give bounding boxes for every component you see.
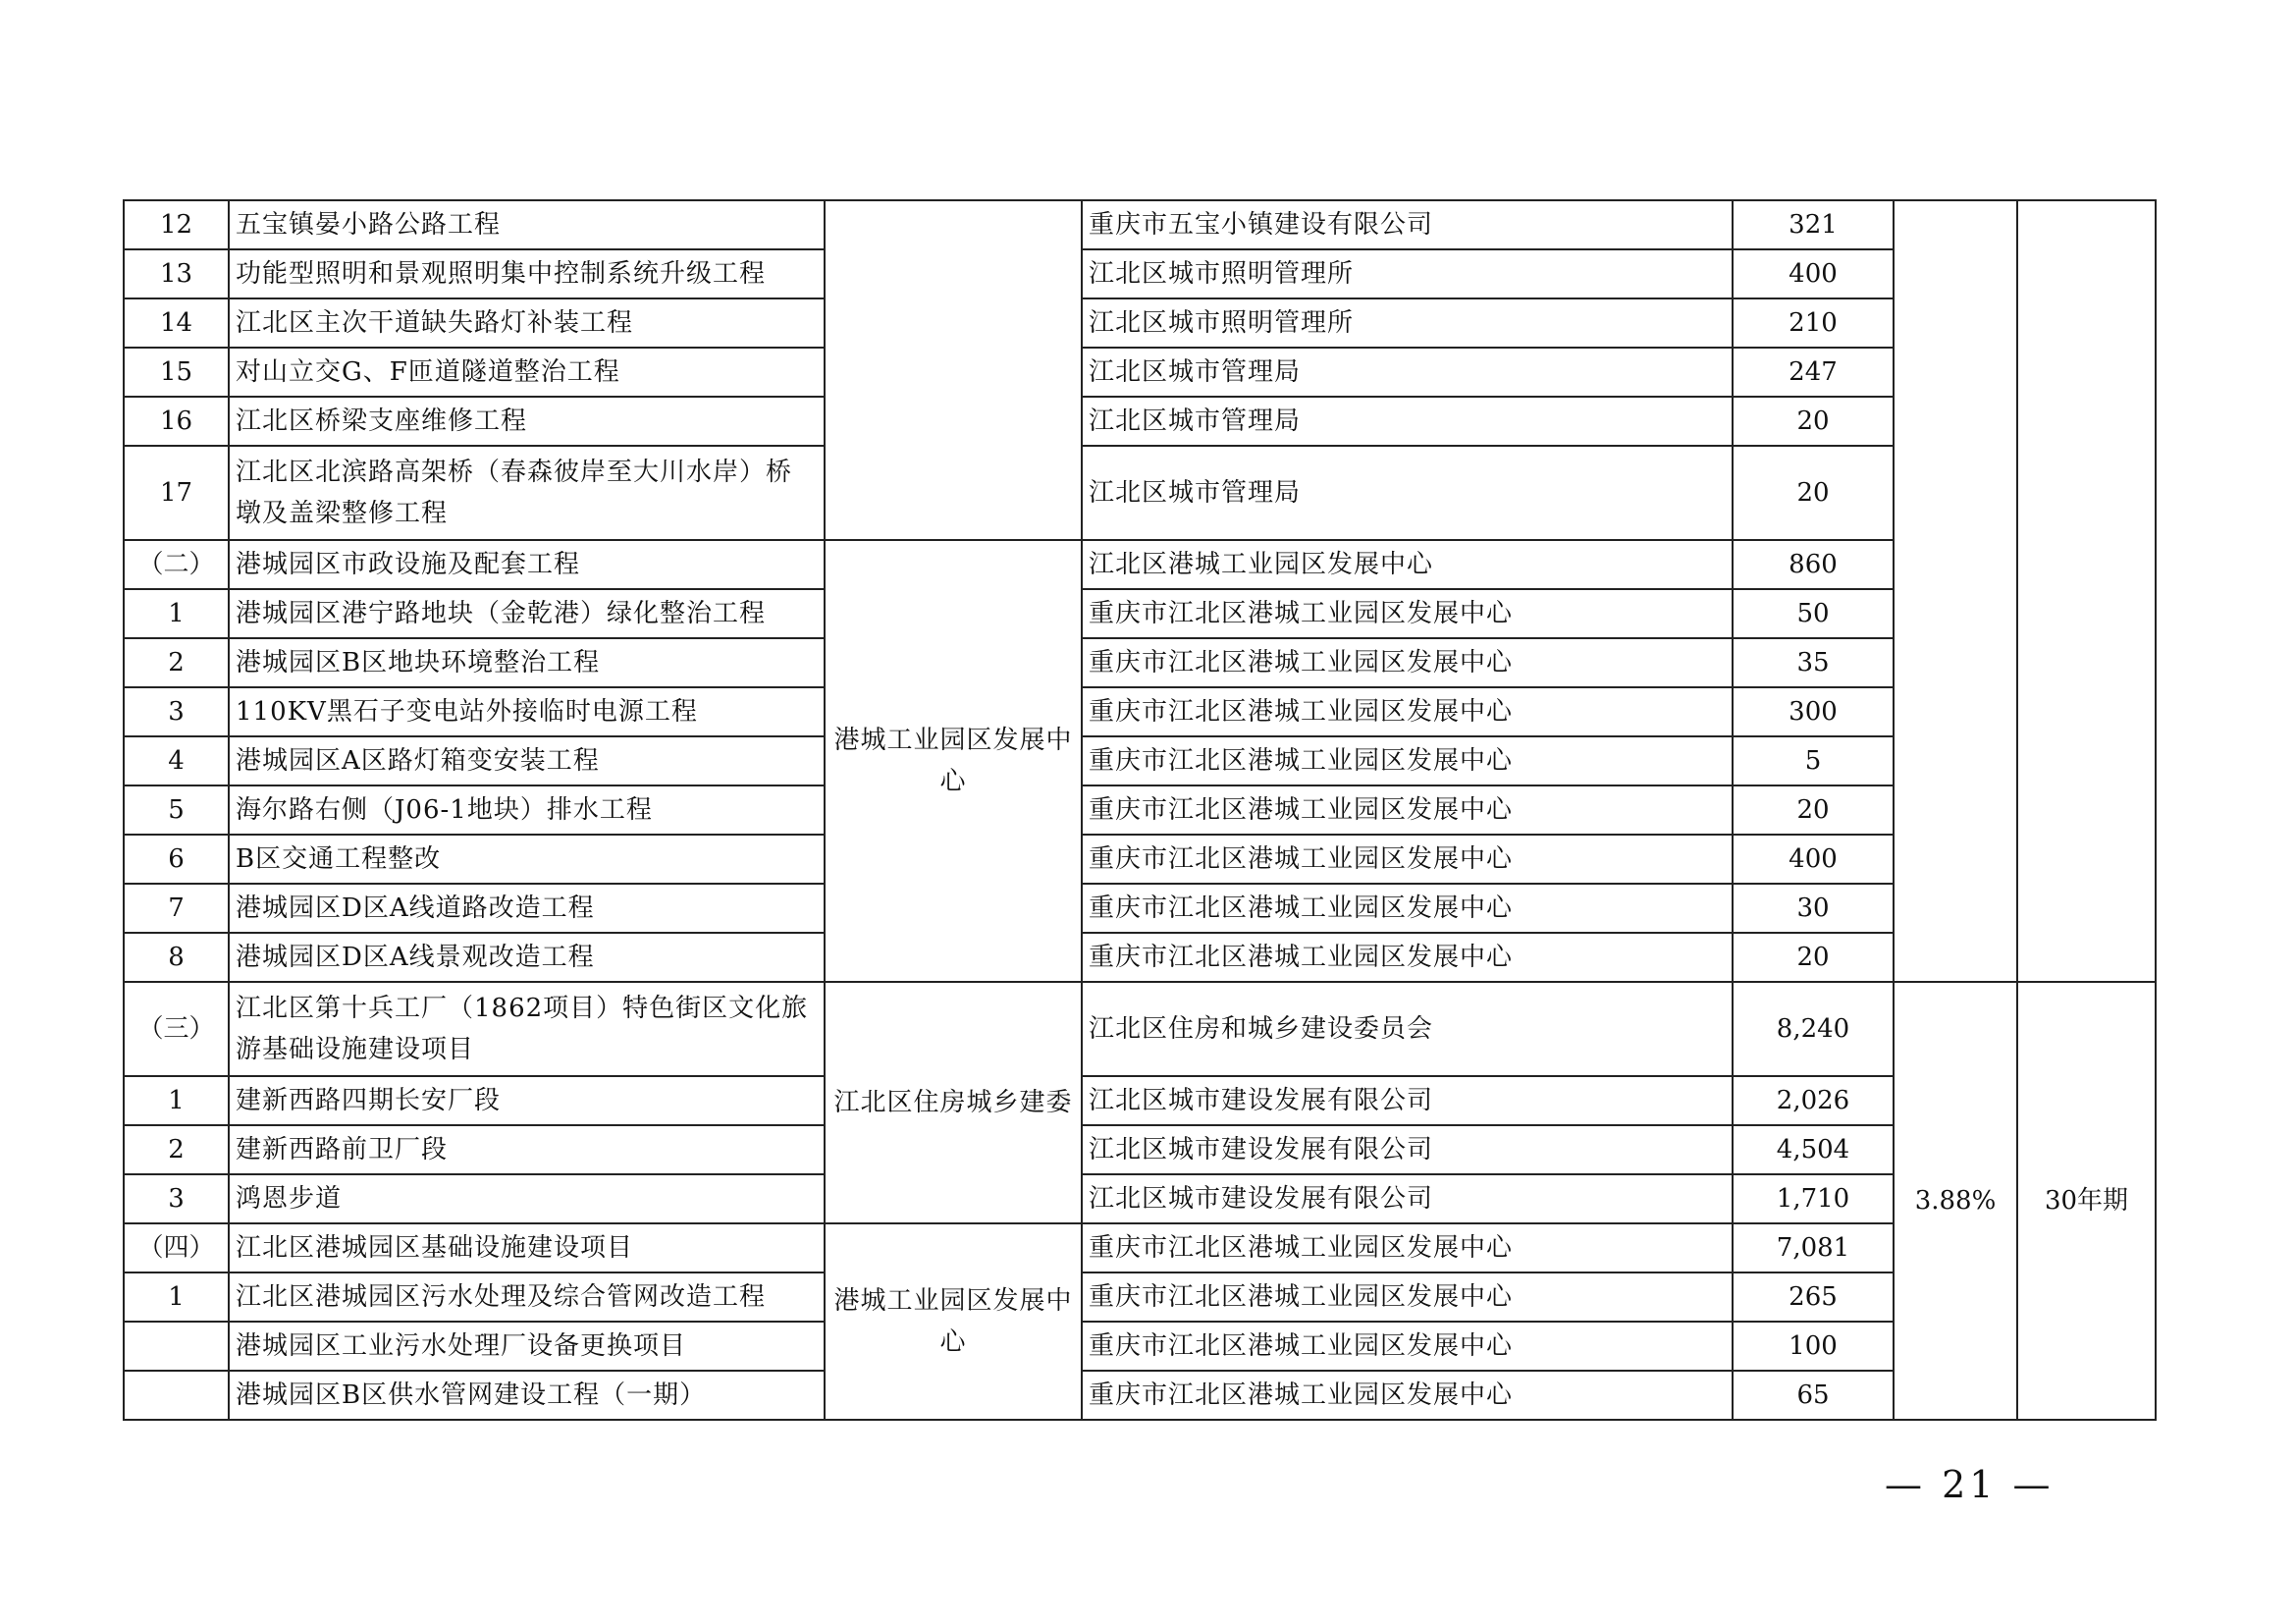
row-number: 6 [124,835,229,884]
project-owner: 重庆市江北区港城工业园区发展中心 [1082,785,1733,835]
project-owner: 重庆市江北区港城工业园区发展中心 [1082,736,1733,785]
project-name: 江北区桥梁支座维修工程 [229,397,825,446]
project-owner: 重庆市江北区港城工业园区发展中心 [1082,1371,1733,1420]
project-name: 功能型照明和景观照明集中控制系统升级工程 [229,249,825,298]
amount: 5 [1733,736,1894,785]
project-name: 建新西路四期长安厂段 [229,1076,825,1125]
project-name: 鸿恩步道 [229,1174,825,1223]
row-number [124,1322,229,1371]
project-name: 港城园区B区地块环境整治工程 [229,638,825,687]
table-row [124,638,2156,687]
table-row [124,933,2156,982]
amount: 8,240 [1733,982,1894,1076]
term: 30年期 [2017,982,2156,1420]
project-owner: 重庆市江北区港城工业园区发展中心 [1082,933,1733,982]
table-row [124,687,2156,736]
amount: 2,026 [1733,1076,1894,1125]
row-number: 8 [124,933,229,982]
row-number: 1 [124,589,229,638]
project-name: B区交通工程整改 [229,835,825,884]
project-name: 对山立交G、F匝道隧道整治工程 [229,348,825,397]
table-row [124,1371,2156,1420]
row-number: 3 [124,687,229,736]
amount: 20 [1733,397,1894,446]
project-owner: 江北区港城工业园区发展中心 [1082,540,1733,589]
row-number: （三） [124,982,229,1076]
term-cell [2017,200,2156,982]
project-owner: 江北区城市管理局 [1082,446,1733,540]
project-owner: 重庆市江北区港城工业园区发展中心 [1082,835,1733,884]
project-owner: 重庆市江北区港城工业园区发展中心 [1082,1223,1733,1272]
amount: 7,081 [1733,1223,1894,1272]
amount: 4,504 [1733,1125,1894,1174]
table-row [124,200,2156,249]
row-number [124,1371,229,1420]
row-number: 16 [124,397,229,446]
project-name: 110KV黑石子变电站外接临时电源工程 [229,687,825,736]
amount: 265 [1733,1272,1894,1322]
responsible-unit: 江北区住房城乡建委 [825,982,1082,1223]
row-number: 3 [124,1174,229,1223]
row-number: 15 [124,348,229,397]
project-owner: 重庆市江北区港城工业园区发展中心 [1082,1272,1733,1322]
project-name: 江北区北滨路高架桥（春森彼岸至大川水岸）桥墩及盖梁整修工程 [229,446,825,540]
row-number: 1 [124,1076,229,1125]
amount: 20 [1733,446,1894,540]
project-owner: 重庆市江北区港城工业园区发展中心 [1082,687,1733,736]
project-owner: 江北区城市管理局 [1082,397,1733,446]
row-number: （二） [124,540,229,589]
amount: 400 [1733,835,1894,884]
project-name: 港城园区D区A线道路改造工程 [229,884,825,933]
amount: 1,710 [1733,1174,1894,1223]
table-row [124,736,2156,785]
row-number: 1 [124,1272,229,1322]
amount: 860 [1733,540,1894,589]
project-name: 江北区第十兵工厂（1862项目）特色街区文化旅游基础设施建设项目 [229,982,825,1076]
table-row [124,446,2156,540]
table-row [124,397,2156,446]
amount: 20 [1733,933,1894,982]
amount: 247 [1733,348,1894,397]
page-number: — 21 — [1885,1463,2055,1506]
interest-rate: 3.88% [1894,982,2017,1420]
amount: 300 [1733,687,1894,736]
project-name: 海尔路右侧（J06-1地块）排水工程 [229,785,825,835]
amount: 50 [1733,589,1894,638]
table-row [124,249,2156,298]
project-owner: 重庆市江北区港城工业园区发展中心 [1082,589,1733,638]
table-row [124,835,2156,884]
amount: 35 [1733,638,1894,687]
table-row [124,589,2156,638]
project-name: 五宝镇晏小路公路工程 [229,200,825,249]
table-row [124,1223,2156,1272]
table-row [124,348,2156,397]
project-name: 港城园区港宁路地块（金乾港）绿化整治工程 [229,589,825,638]
table-row [124,298,2156,348]
responsible-unit-cell [825,200,1082,540]
row-number: 7 [124,884,229,933]
project-owner: 重庆市五宝小镇建设有限公司 [1082,200,1733,249]
table-row [124,982,2156,1076]
project-owner: 江北区城市建设发展有限公司 [1082,1076,1733,1125]
project-owner: 江北区城市照明管理所 [1082,249,1733,298]
table-row [124,1322,2156,1371]
amount: 30 [1733,884,1894,933]
row-number: 2 [124,638,229,687]
project-name: 江北区港城园区污水处理及综合管网改造工程 [229,1272,825,1322]
project-table [123,199,2157,1421]
amount: 20 [1733,785,1894,835]
project-name: 江北区港城园区基础设施建设项目 [229,1223,825,1272]
table-row [124,1174,2156,1223]
project-name: 港城园区市政设施及配套工程 [229,540,825,589]
project-owner: 江北区住房和城乡建设委员会 [1082,982,1733,1076]
project-owner: 重庆市江北区港城工业园区发展中心 [1082,638,1733,687]
project-name: 江北区主次干道缺失路灯补装工程 [229,298,825,348]
row-number: 12 [124,200,229,249]
responsible-unit: 港城工业园区发展中心 [825,540,1082,982]
amount: 400 [1733,249,1894,298]
row-number: 17 [124,446,229,540]
project-owner: 江北区城市建设发展有限公司 [1082,1125,1733,1174]
table-row [124,1076,2156,1125]
amount: 210 [1733,298,1894,348]
row-number: 5 [124,785,229,835]
project-owner: 江北区城市建设发展有限公司 [1082,1174,1733,1223]
row-number: 2 [124,1125,229,1174]
amount: 100 [1733,1322,1894,1371]
row-number: 13 [124,249,229,298]
project-name: 港城园区工业污水处理厂设备更换项目 [229,1322,825,1371]
project-name: 建新西路前卫厂段 [229,1125,825,1174]
project-owner: 重庆市江北区港城工业园区发展中心 [1082,1322,1733,1371]
row-number: （四） [124,1223,229,1272]
table-row [124,1125,2156,1174]
row-number: 4 [124,736,229,785]
project-owner: 重庆市江北区港城工业园区发展中心 [1082,884,1733,933]
table-row [124,1272,2156,1322]
amount: 321 [1733,200,1894,249]
responsible-unit: 港城工业园区发展中心 [825,1223,1082,1420]
project-owner: 江北区城市照明管理所 [1082,298,1733,348]
table-row [124,540,2156,589]
amount: 65 [1733,1371,1894,1420]
row-number: 14 [124,298,229,348]
project-name: 港城园区B区供水管网建设工程（一期） [229,1371,825,1420]
table-row [124,785,2156,835]
project-name: 港城园区A区路灯箱变安装工程 [229,736,825,785]
rate-cell [1894,200,2017,982]
project-owner: 江北区城市管理局 [1082,348,1733,397]
table-row [124,884,2156,933]
project-name: 港城园区D区A线景观改造工程 [229,933,825,982]
